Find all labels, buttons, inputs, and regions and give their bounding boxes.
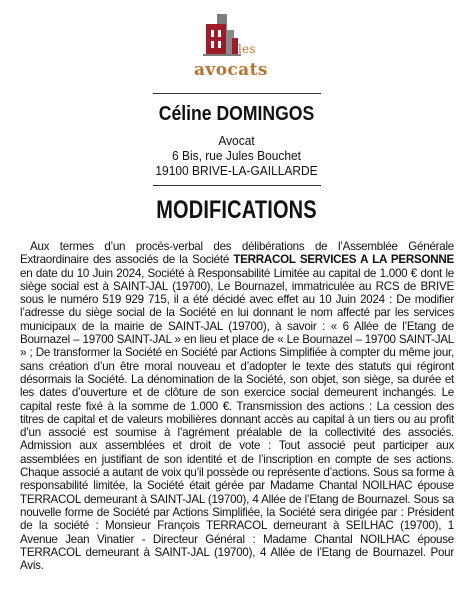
logo-text-les: les	[238, 42, 256, 56]
logo-text-avocats: avocats	[194, 60, 268, 80]
notice-heading: MODIFICATIONS	[156, 196, 317, 224]
company-name: TERRACOL SERVICES A LA PERSONNE	[233, 253, 454, 267]
lawyer-title: Avocat	[218, 133, 255, 148]
lawyer-street: 6 Bis, rue Jules Bouchet	[171, 148, 301, 163]
body-text-part1: Aux termes d’un procès-verbal des délibérations de l’Assemblée Générale Extraordinaire des associés de la Société	[20, 240, 454, 267]
lawyer-name: Céline DOMINGOS	[158, 103, 315, 125]
notice-body	[20, 240, 454, 572]
body-text-part2: en date du 10 Juin 2024, Société à Responsabilité Limitée au capital de 1.000 € dont le siège social est à SAINT-JAL (19700), Le Bournazel, immatriculée au RCS de BRIVE sous le numéro 519 929 715, il a été décidé avec effet au 10 Juin 2024 : De modifier l’adresse du siège social de la Société en lui donnant le nom affecté par les services municipaux de la mairie de SAINT-JAL (19700), à savoir : « 6 Allée de l’Etang de Bournazel – 19700 SAINT-JAL » en lieu et place de « Le Bournazel – 19700 SAINT-JAL » ; De transformer la Société en Société par Actions Simplifiée à compter du même jour, sans création d’un être moral nouveau et d’adopter le texte des statuts qui régiront désormais la Société. La dénomination de la Société, son objet, son siège, sa durée et les dates d’ouverture et de clôture de son exercice social demeurent inchangés. Le capital reste fixé à la somme de 1.000 €. Transmission des actions : La cession des titres de capital et de valeurs mobilières donnant accès au capital à un tiers ou au profit d’un associé est soumise à l’agrément préalable de la collectivité des associés. Admission aux assemblées et droit de vote : Tout associé peut participer aux assemblées en justifiant de son identité et de l’inscription en compte de ses actions. Chaque associé a autant de voix qu’il possède ou représente d’actions. Sous sa forme à responsabilité limitée, la Société était gérée par Madame Chantal NOILHAC épouse TERRACOL demeurant à SAINT-JAL (19700), 4 Allée de l’Etang de Bournazel. Sous sa nouvelle forme de Société par Actions Simplifiée, la Société sera dirigée par : Président de la société : Monsieur François TERRACOL demeurant à SEILHAC (19700), 1 Avenue Jean Vinatier - Directeur Général : Madame Chantal NOILHAC épouse TERRACOL demeurant à SAINT-JAL (19700), 4 Allée de l’Etang de Bournazel. Pour Avis.	[20, 266, 454, 573]
top-divider	[153, 93, 321, 94]
lawyer-city: 19100 BRIVE-LA-GAILLARDE	[155, 163, 318, 178]
middle-divider	[153, 185, 321, 186]
